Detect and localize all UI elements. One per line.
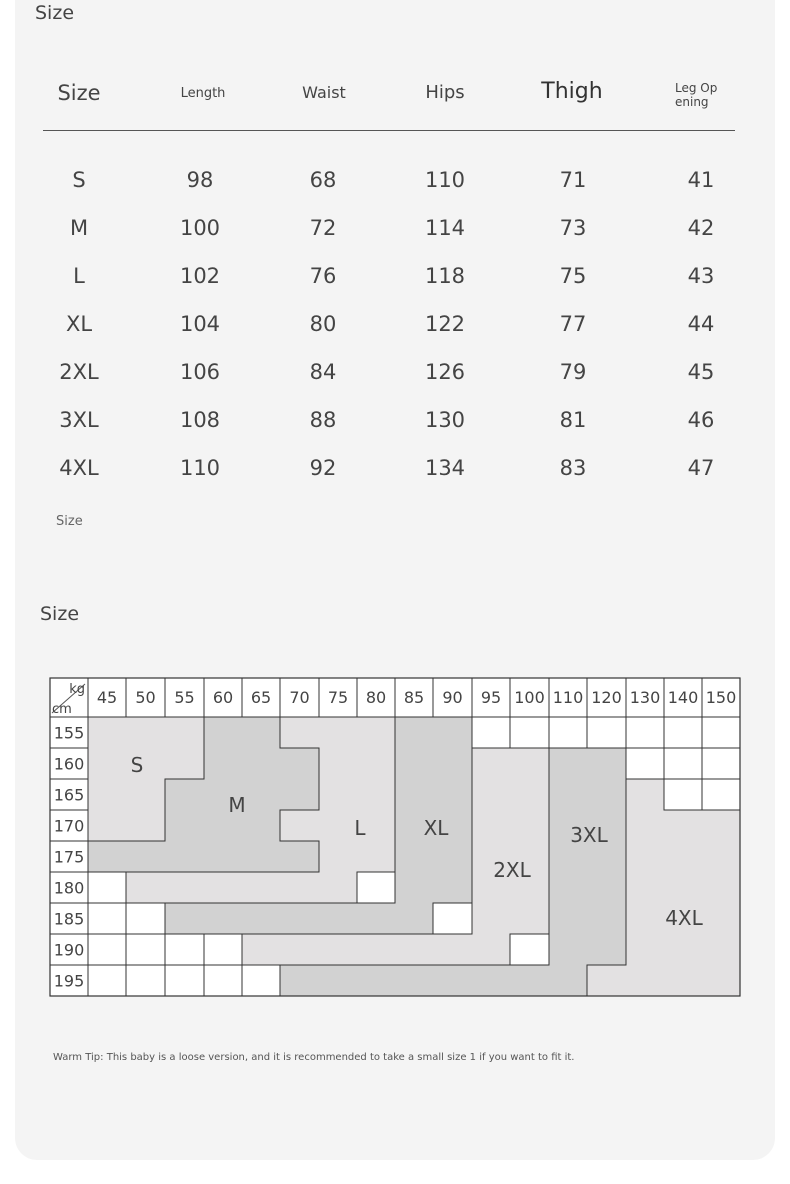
cell-leg-opening: 45 <box>687 360 715 384</box>
height-label: 185 <box>53 909 85 929</box>
cell-length: 102 <box>179 264 221 288</box>
cell-length: 110 <box>179 456 221 480</box>
cell-size: 4XL <box>59 456 99 480</box>
weight-label: 80 <box>365 688 387 707</box>
weight-label: 70 <box>289 688 310 707</box>
cell-waist: 80 <box>309 312 337 336</box>
cell-waist: 88 <box>309 408 337 432</box>
height-label: 160 <box>53 754 85 774</box>
weight-label: 110 <box>552 688 584 707</box>
cell-thigh: 83 <box>559 456 587 480</box>
weight-label: 90 <box>442 688 463 707</box>
cell-thigh: 81 <box>559 408 587 432</box>
cell-length: 104 <box>179 312 221 336</box>
size-chart-title: Size <box>40 603 80 625</box>
weight-label: 60 <box>212 688 234 707</box>
header-length: Length <box>180 86 226 101</box>
cell-leg-opening: 43 <box>687 264 715 288</box>
warm-tip: Warm Tip: This baby is a loose version, and it is recommended to take a small size 1 if you want to fit it. <box>53 1052 575 1063</box>
size-label-m: M <box>228 793 246 817</box>
corner-cm-label: cm <box>52 702 72 717</box>
cell-hips: 134 <box>424 456 466 480</box>
height-label: 180 <box>53 878 85 898</box>
cell-size: 3XL <box>59 408 99 432</box>
cell-size: S <box>72 168 86 192</box>
measure-footnote: Size <box>56 514 83 529</box>
cell-length: 108 <box>179 408 221 432</box>
weight-label: 150 <box>705 688 737 707</box>
cell-length: 98 <box>186 168 214 192</box>
header-size: Size <box>57 81 101 105</box>
size-label-4xl: 4XL <box>665 906 703 930</box>
size-label-xl: XL <box>423 816 449 840</box>
cell-leg-opening: 41 <box>687 168 715 192</box>
weight-label: 100 <box>514 688 545 707</box>
size-label-s: S <box>130 753 144 777</box>
cell-thigh: 75 <box>559 264 587 288</box>
cell-waist: 76 <box>309 264 337 288</box>
height-label: 190 <box>53 940 85 960</box>
cell-hips: 122 <box>424 312 466 336</box>
size-label-2xl: 2XL <box>493 858 531 882</box>
header-leg-opening-line1: Leg Op <box>675 81 718 95</box>
cell-hips: 126 <box>424 360 466 384</box>
cell-length: 100 <box>179 216 221 240</box>
weight-label: 45 <box>96 688 118 707</box>
cell-length: 106 <box>179 360 221 384</box>
cell-size: 2XL <box>59 360 99 384</box>
weight-label: 130 <box>629 688 661 707</box>
size-label-l: L <box>354 816 366 840</box>
height-label: 175 <box>53 847 85 867</box>
cell-size: M <box>69 216 89 240</box>
cell-leg-opening: 47 <box>687 456 715 480</box>
header-waist: Waist <box>302 83 346 102</box>
cell-waist: 68 <box>309 168 337 192</box>
cell-leg-opening: 44 <box>687 312 715 336</box>
weight-label: 55 <box>174 688 195 707</box>
cell-thigh: 79 <box>559 360 587 384</box>
cell-leg-opening: 42 <box>687 216 715 240</box>
height-label: 155 <box>53 723 85 743</box>
weight-label: 85 <box>403 688 425 707</box>
corner-kg-label: kg <box>69 682 85 697</box>
cell-hips: 110 <box>424 168 466 192</box>
cell-leg-opening: 46 <box>687 408 715 432</box>
page-title: Size <box>35 2 75 24</box>
height-label: 195 <box>53 971 85 991</box>
cell-thigh: 73 <box>559 216 587 240</box>
weight-label: 140 <box>667 688 699 707</box>
header-hips: Hips <box>425 82 465 103</box>
cell-hips: 114 <box>424 216 466 240</box>
weight-label: 75 <box>327 688 349 707</box>
size-label-3xl: 3XL <box>570 823 608 847</box>
header-thigh: Thigh <box>541 79 603 104</box>
height-label: 170 <box>53 816 85 836</box>
cell-thigh: 77 <box>559 312 587 336</box>
weight-label: 120 <box>591 688 622 707</box>
weight-label: 95 <box>480 688 502 707</box>
weight-label: 65 <box>250 688 272 707</box>
cell-waist: 72 <box>309 216 337 240</box>
height-label: 165 <box>53 785 85 805</box>
cell-size: XL <box>65 312 93 336</box>
header-leg-opening-line2: ening <box>675 95 709 109</box>
cell-size: L <box>73 264 85 288</box>
cell-hips: 130 <box>424 408 466 432</box>
weight-label: 50 <box>135 688 156 707</box>
cell-thigh: 71 <box>559 168 587 192</box>
cell-hips: 118 <box>424 264 466 288</box>
cell-waist: 84 <box>309 360 337 384</box>
cell-waist: 92 <box>309 456 337 480</box>
